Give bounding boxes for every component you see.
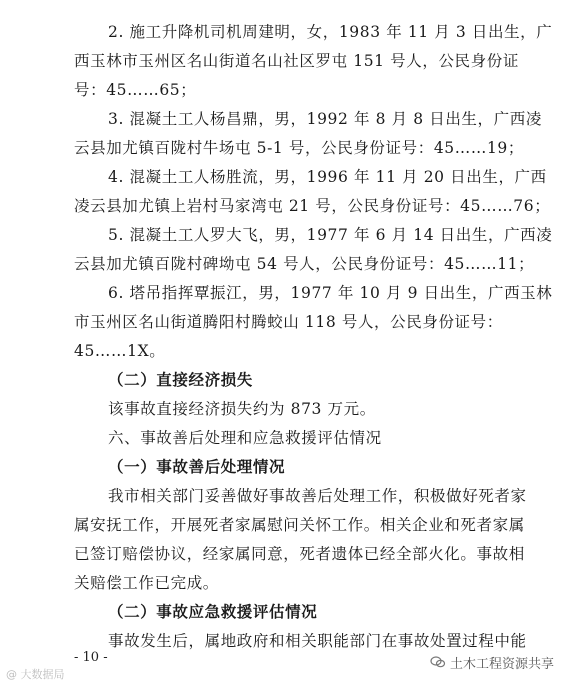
paragraph-line: 45……1X。: [74, 342, 166, 360]
paragraph-line: 3. 混凝土工人杨昌鼎，男，1992 年 8 月 8 日出生，广西凌: [108, 110, 542, 128]
chapter-heading: 六、事故善后处理和应急救援评估情况: [108, 429, 382, 447]
paragraph-line: 号：45……65；: [74, 81, 197, 99]
paragraph-line: 事故发生后，属地政府和相关职能部门在事故处置过程中能: [108, 632, 527, 650]
paragraph-line: 关赔偿工作已完成。: [74, 574, 219, 592]
paragraph-line: 市玉州区名山街道腾阳村腾蛟山 118 号人，公民身份证号：: [74, 313, 503, 331]
chat-bubble-icon: [430, 654, 446, 670]
paragraph-line: 6. 塔吊指挥覃振江，男，1977 年 10 月 9 日出生，广西玉林: [108, 284, 553, 302]
paragraph-line: 该事故直接经济损失约为 873 万元。: [108, 400, 376, 418]
watermark-right: [430, 650, 575, 674]
paragraph-line: 属安抚工作，开展死者家属慰问关怀工作。相关企业和死者家属: [74, 516, 525, 534]
paragraph-line: 凌云县加尤镇上岩村马家湾屯 21 号，公民身份证号：45……76；: [74, 197, 551, 215]
section-heading: （二）事故应急救援评估情况: [108, 602, 318, 621]
paragraph-line: 已签订赔偿协议，经家属同意，死者遗体已经全部火化。事故相: [74, 545, 525, 563]
paragraph-line: 4. 混凝土工人杨胜流，男，1996 年 11 月 20 日出生，广西: [108, 168, 547, 186]
paragraph-line: 2. 施工升降机司机周建明，女，1983 年 11 月 3 日出生，广: [108, 23, 553, 41]
section-heading: （一）事故善后处理情况: [108, 457, 286, 476]
paragraph-line: 我市相关部门妥善做好事故善后处理工作，积极做好死者家: [108, 487, 527, 505]
watermark-left: @ 大数据局: [6, 668, 65, 681]
section-heading: （二）直接经济损失: [108, 370, 253, 389]
paragraph-line: 云县加尤镇百陇村牛场屯 5-1 号，公民身份证号：45……19；: [74, 139, 524, 157]
page-number: - 10 -: [74, 650, 108, 665]
paragraph-line: 云县加尤镇百陇村碑坳屯 54 号人，公民身份证号：45……11；: [74, 255, 535, 273]
paragraph-line: 5. 混凝土工人罗大飞，男，1977 年 6 月 14 日出生，广西凌: [108, 226, 553, 244]
watermark-right-text: 土木工程资源共享: [450, 656, 555, 672]
paragraph-line: 西玉林市玉州区名山街道名山社区罗屯 151 号人，公民身份证: [74, 52, 519, 70]
